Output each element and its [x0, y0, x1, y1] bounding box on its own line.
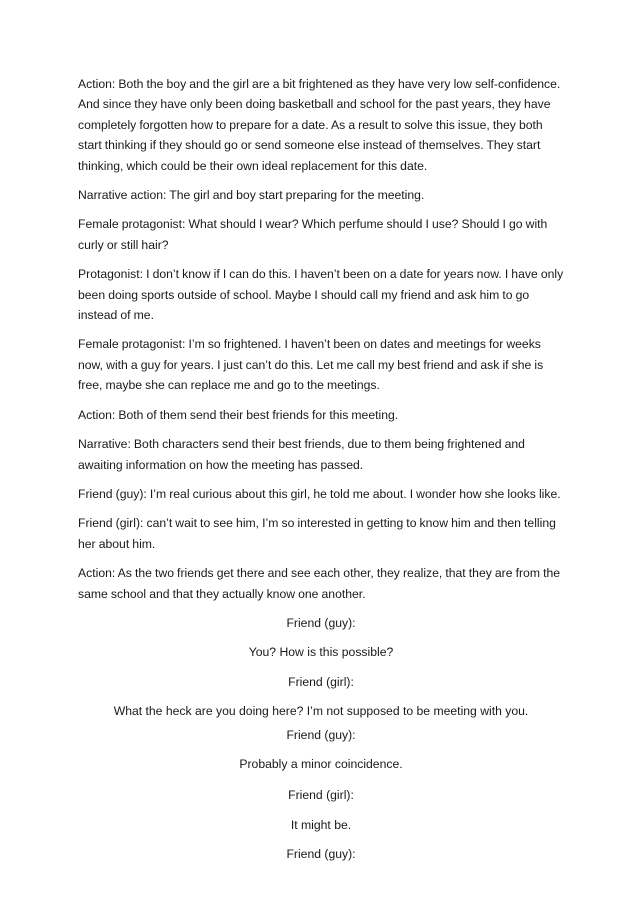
script-body [78, 74, 564, 865]
dialogue-speaker-friend-girl-2: Friend (girl): [288, 788, 354, 803]
dialogue-line-how-possible: You? How is this possible? [248, 645, 394, 660]
paragraph-narrative-preparing: Narrative action: The girl and boy start preparing for the meeting. [78, 188, 425, 203]
dialogue-line-coincidence: Probably a minor coincidence. [239, 756, 403, 771]
paragraph-protagonist-doubt: Protagonist: I don’t know if I can do this. I haven’t been on a date for years now. I have only been doing sports outside of school. Maybe I should call my friend and ask him to go instead of me. [78, 267, 564, 323]
paragraph-female-protagonist-frightened: Female protagonist: I’m so frightened. I haven’t been on dates and meetings for weeks now, with a guy for years. I just can’t do this. Let me call my best friend and ask if she is free, maybe she can replace me and go to the meetings. [78, 337, 544, 393]
dialogue-speaker-friend-guy-3: Friend (guy): [286, 847, 356, 862]
paragraph-action-send-friends: Action: Both of them send their best friends for this meeting. [78, 407, 399, 422]
paragraph-action-intro: Action: Both the boy and the girl are a bit frightened as they have very low self-confidence. And since they have only been doing basketball and school for the past years, they have completely forgotten how to prepare for a date. As a result to solve this issue, they both start thinking if they should go or send someone else instead of themselves. They start thinking, which could be their own ideal replacement for this date. [78, 77, 561, 173]
paragraph-friend-girl-excited: Friend (girl): can’t wait to see him, I’m so interested in getting to know him and then telling her about him. [78, 516, 556, 551]
paragraph-narrative-send-friends: Narrative: Both characters send their best friends, due to them being frightened and awaiting information on how the meeting has passed. [78, 437, 525, 472]
dialogue-speaker-friend-girl: Friend (girl): [288, 674, 354, 689]
dialogue-speaker-friend-guy: Friend (guy): [286, 615, 356, 630]
paragraph-action-realize: Action: As the two friends get there and see each other, they realize, that they are from the same school and that they actually know one another. [78, 566, 561, 601]
dialogue-line-might-be: It might be. [290, 817, 352, 832]
paragraph-friend-guy-curious: Friend (guy): I’m real curious about this girl, he told me about. I wonder how she looks like. [78, 486, 561, 501]
dialogue-line-what-the-heck: What the heck are you doing here? I’m not supposed to be meeting with you. [113, 704, 529, 719]
paragraph-female-protagonist-wear: Female protagonist: What should I wear? Which perfume should I use? Should I go with curly or still hair? [78, 217, 548, 252]
dialogue-speaker-friend-guy-2: Friend (guy): [286, 727, 356, 742]
